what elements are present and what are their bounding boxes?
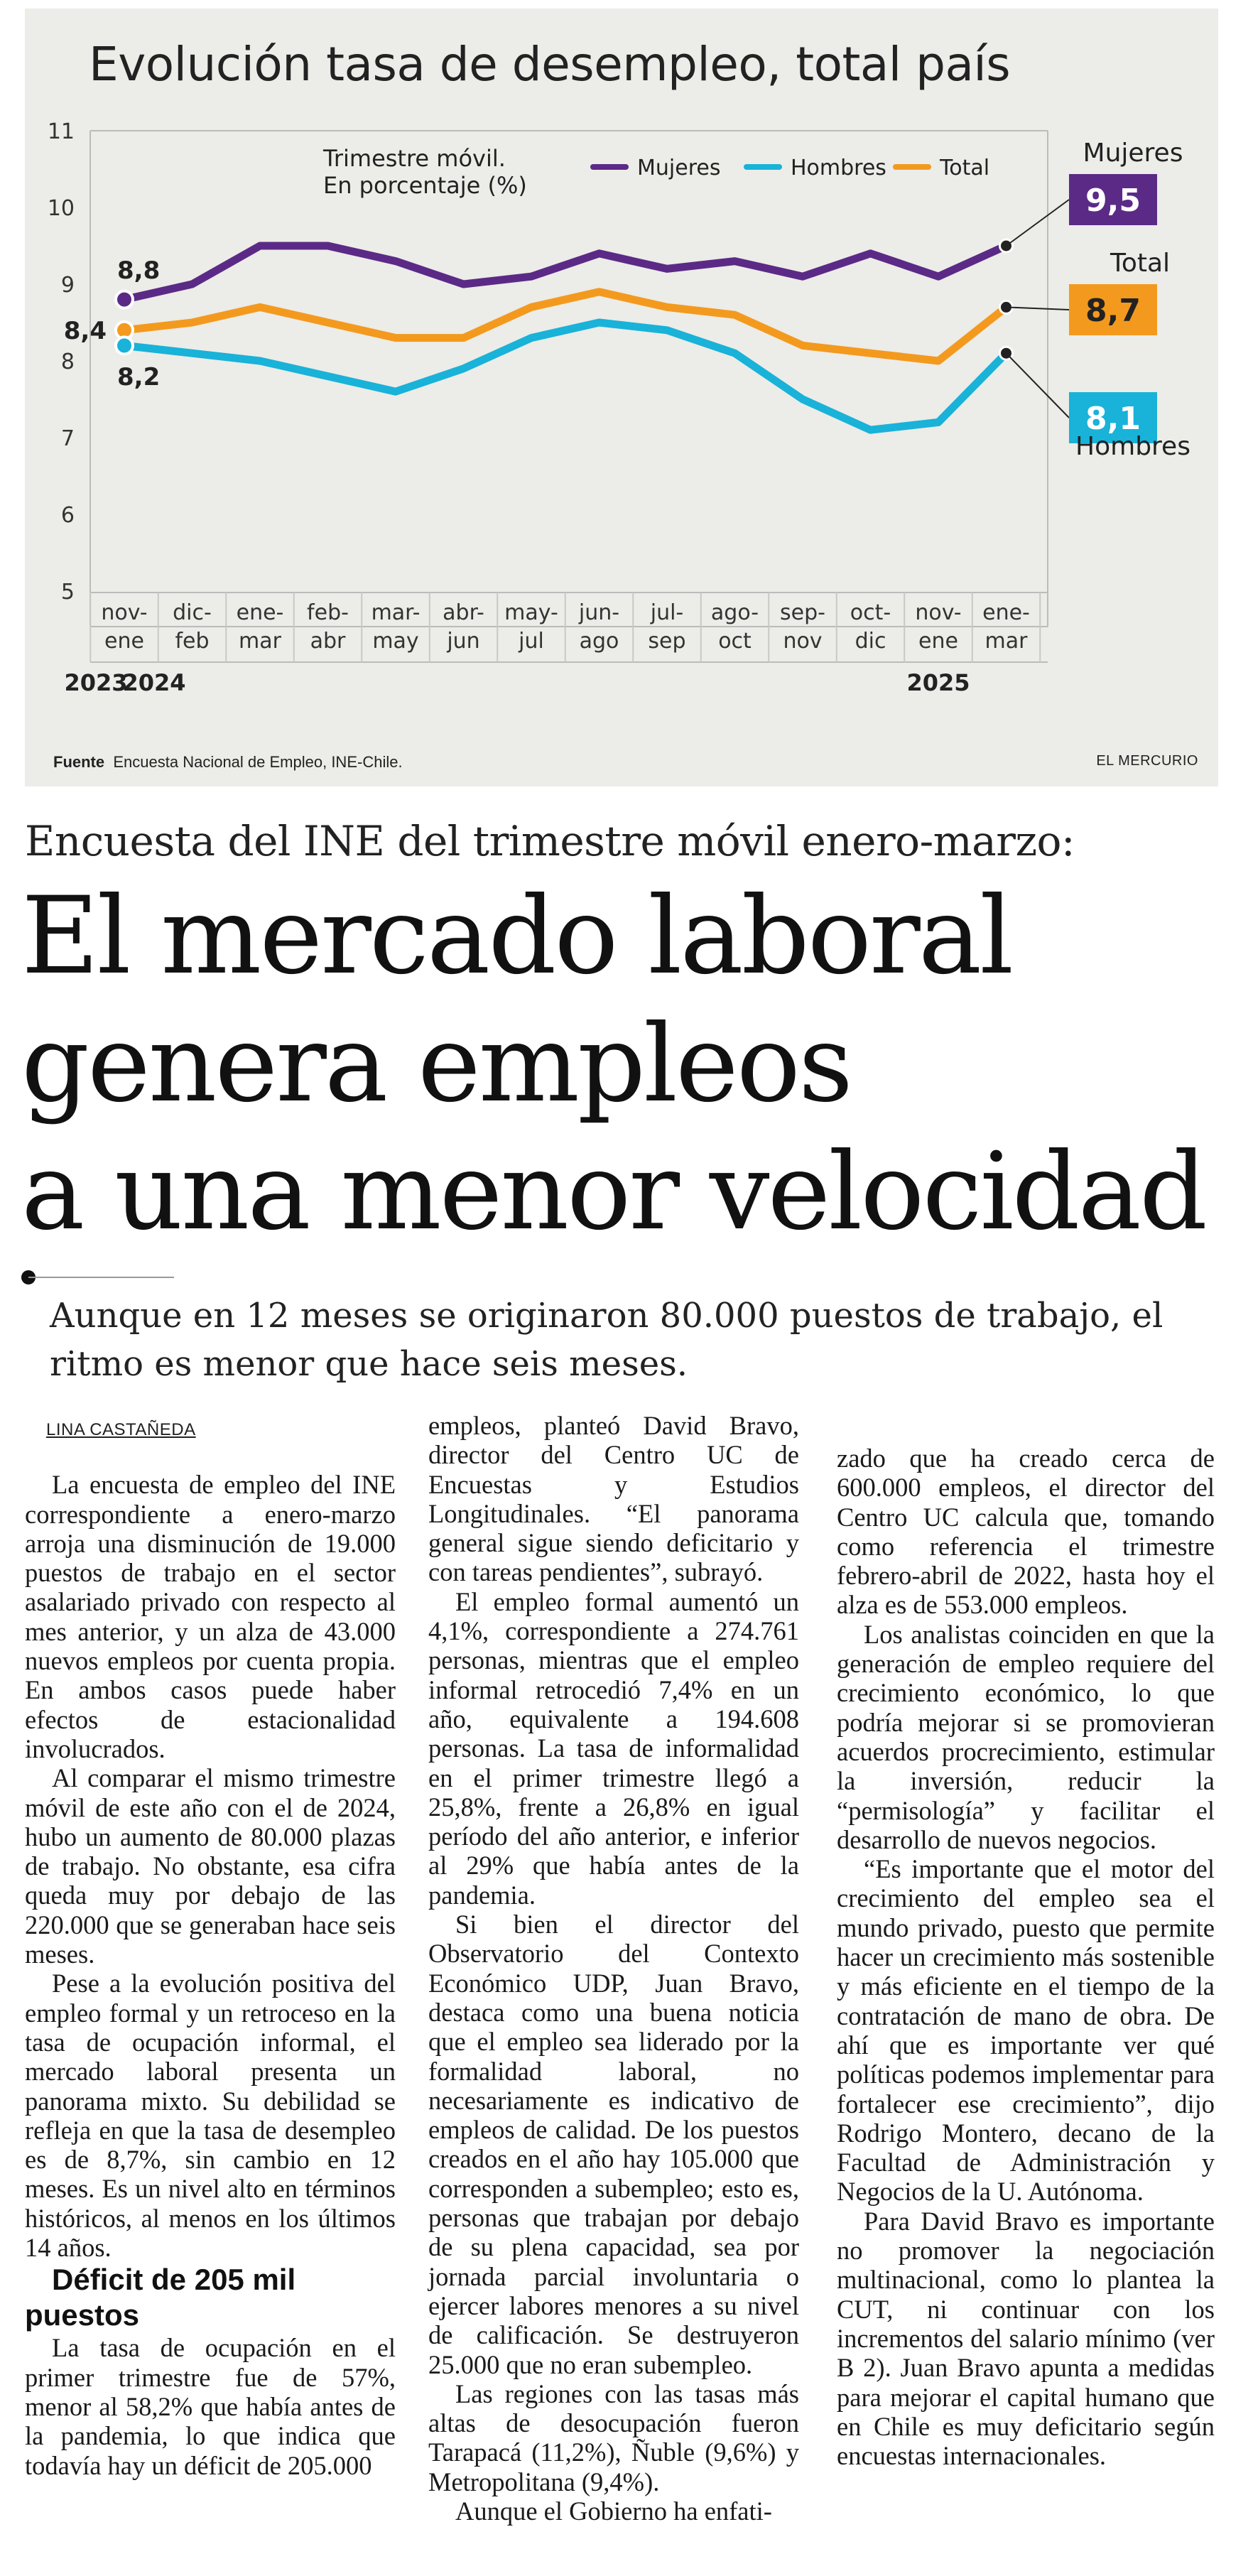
paragraph: Pese a la evolución positiva del empleo formal y un retroceso en la tasa de ocupación informal, el mercado laboral presenta un panorama mixto. Su debilidad se refleja en que la tasa de desempleo es de 8,7%, sin cambio en 12 meses. Es un nivel alto en términos históricos, al menos en los últimos 14 años. (25, 1969, 396, 2263)
kicker: Encuesta del INE del trimestre móvil enero-marzo: (25, 817, 1075, 865)
paragraph: “Es importante que el motor del crecimiento del empleo sea el mundo privado, puesto que permite hacer un crecimiento más sostenible y más eficiente en el tiempo de la contratación de mano de obra. De ahí que es importante ver qué políticas podemos implementar para fortalecer ese crecimiento”, dijo Rodrigo Montero, decano de la Facultad de Administración y Negocios de la U. Autónoma. (837, 1854, 1215, 2207)
x-tick-label: nov (783, 629, 823, 654)
y-tick-label: 7 (60, 426, 75, 451)
deck: Aunque en 12 meses se originaron 80.000 puestos de trabajo, el ritmo es menor que hace seis meses. (50, 1296, 1164, 1384)
end-value-label: 9,5 (1085, 183, 1141, 219)
subhead: Déficit de 205 mil puestos (25, 2263, 296, 2332)
legend-label: Mujeres (637, 156, 721, 180)
chart-subtitle: Trimestre móvil. (323, 145, 506, 172)
paragraph: Para David Bravo es importante no promover la negociación multinacional, como lo plantea la CUT, ni continuar con los incrementos del salario mínimo (ver B 2). Juan Bravo apunta a medidas para mejorar el capital humano que en Chile es muy deficitario según encuestas internacionales. (837, 2206, 1215, 2471)
start-value-label: 8,8 (117, 256, 161, 285)
article-column-1 (25, 1415, 396, 2480)
headline-line: El mercado laboral (21, 875, 1012, 998)
x-tick-label: mar (984, 629, 1028, 654)
end-series-name: Mujeres (1083, 139, 1183, 168)
rule-line (28, 1277, 174, 1278)
legend-label: Total (940, 156, 990, 180)
source-label: Fuente (53, 753, 105, 771)
end-connector (1007, 200, 1070, 246)
x-tick-label: abr (310, 629, 346, 654)
paragraph: La tasa de ocupación en el primer trimestre fue de 57%, menor al 58,2% que había antes de la pandemia, lo que indica que todavía hay un déficit de 205.000 (25, 2333, 396, 2480)
x-tick-label: mar- (371, 600, 421, 625)
year-label: 2024 (122, 669, 186, 696)
end-value-label: 8,7 (1085, 293, 1141, 329)
headline-line: genera empleos (21, 1002, 852, 1126)
headline (21, 872, 1229, 1256)
brand-credit: EL MERCURIO (1096, 753, 1198, 769)
paragraph: zado que ha creado cerca de 600.000 empleos, el director del Centro UC calcula que, tomando como referencia el trimestre febrero-abril de 2022, hasta hoy el alza es de 553.000 empleos. (837, 1444, 1215, 1620)
chart-title: Evolución tasa de desempleo, total país (89, 37, 1011, 92)
x-tick-label: nov- (915, 600, 962, 625)
y-tick-label: 8 (60, 350, 75, 374)
byline: LINA CASTAÑEDA (46, 1420, 196, 1439)
x-tick-label: feb- (307, 600, 349, 625)
paragraph: empleos, planteó David Bravo, director del Centro UC de Encuestas y Estudios Longitudinales. “El panorama general sigue siendo deficitario y con tareas pendientes”, subrayó. (428, 1411, 799, 1587)
x-tick-label: mar (239, 629, 281, 654)
end-connector (1007, 353, 1070, 418)
end-series-name: Total (1110, 249, 1171, 278)
x-tick-label: ene- (982, 600, 1030, 625)
paragraph: Los analistas coinciden en que la generación de empleo requiere del crecimiento económico, lo que podría mejorar si se promovieran acuerdos procrecimiento, estimular la inversión, reducir la “permisología” y facilitar el desarrollo de nuevos negocios. (837, 1619, 1215, 1854)
paragraph: La encuesta de empleo del INE correspondiente a enero-marzo arroja una disminución de 19.000 puestos de trabajo en el sector asalariado privado con respecto al mes anterior, y un alza de 43.000 nuevos empleos por cuenta propia. En ambos casos puede haber efectos de estacionalidad involucrados. (25, 1470, 396, 1763)
x-tick-label: ene- (236, 600, 284, 625)
x-tick-label: nov- (101, 600, 148, 625)
end-series-name: Hombres (1075, 432, 1190, 461)
article-column-3 (837, 1444, 1215, 2470)
y-tick-label: 5 (60, 580, 75, 605)
x-tick-label: may- (504, 600, 558, 625)
end-value-label: 8,1 (1085, 401, 1141, 437)
x-tick-label: ene (104, 629, 144, 654)
paragraph: Las regiones con las tasas más altas de desocupación fueron Tarapacá (11,2%), Ñuble (9,6%) y Metropolitana (9,4%). (428, 2379, 799, 2496)
start-value-label: 8,2 (117, 363, 161, 391)
paragraph: Si bien el director del Observatorio del Contexto Económico UDP, Juan Bravo, destaca como una buena noticia que el empleo sea liderado por la formalidad laboral, no necesariamente es indicativo de empleos de calidad. De los puestos creados en el año hay 105.000 que corresponden a subempleo; esto es, personas que trabajan por debajo de su plena capacidad, sea por jornada parcial involuntaria o ejercer labores menores a su nivel de calificación. Se destruyeron 25.000 que no eran subempleo. (428, 1910, 799, 2379)
x-tick-label: feb (175, 629, 210, 654)
x-tick-label: ago (579, 629, 619, 654)
legend-label: Hombres (791, 156, 886, 180)
x-tick-label: dic (855, 629, 886, 654)
paragraph: El empleo formal aumentó un 4,1%, correspondiente a 274.761 personas, mientras que el empleo informal retrocedió 7,4% en un año, equivalente a 194.608 personas. La tasa de informalidad en el primer trimestre llegó a 25,8%, frente a 26,8% en igual período del año anterior, e inferior al 29% que había antes de la pandemia. (428, 1586, 799, 1910)
article-column-2 (428, 1411, 799, 2526)
x-tick-label: jun- (578, 600, 620, 625)
chart-source (53, 753, 403, 772)
y-tick-label: 6 (60, 503, 75, 528)
year-label: 2025 (906, 669, 970, 696)
x-tick-label: dic- (173, 600, 212, 625)
series-line-mujeres (124, 246, 1007, 300)
x-tick-label: jun (447, 629, 480, 654)
series-line-hombres (124, 323, 1007, 430)
x-tick-label: oct- (850, 600, 891, 625)
paragraph: Aunque el Gobierno ha enfati- (455, 2496, 772, 2526)
x-tick-label: ago- (710, 600, 759, 625)
x-tick-label: abr- (443, 600, 484, 625)
series-start-point (116, 337, 133, 354)
x-tick-label: jul- (650, 600, 684, 625)
x-tick-label: jul (519, 629, 544, 654)
chart-panel (25, 9, 1218, 786)
start-value-label: 8,4 (63, 317, 107, 345)
end-connector (1007, 307, 1070, 310)
x-tick-label: sep (648, 629, 686, 654)
source-text: Encuesta Nacional de Empleo, INE-Chile. (113, 753, 403, 771)
y-tick-label: 11 (47, 119, 75, 144)
x-tick-label: ene (918, 629, 958, 654)
chart-subtitle: En porcentaje (%) (323, 172, 527, 199)
unemployment-line-chart (25, 9, 1218, 786)
year-label: 2023 (64, 669, 128, 696)
y-tick-label: 9 (60, 273, 75, 298)
headline-line: a una menor velocidad (21, 1130, 1205, 1254)
paragraph: Al comparar el mismo trimestre móvil de este año con el de 2024, hubo un aumento de 80.000 plazas de trabajo. No obstante, esa cifra queda muy por debajo de las 220.000 que se generaban hace seis meses. (25, 1763, 396, 1969)
x-tick-label: sep- (780, 600, 825, 625)
x-tick-label: oct (718, 629, 752, 654)
y-tick-label: 10 (47, 196, 75, 221)
series-start-point (116, 291, 133, 308)
x-tick-label: may (372, 629, 419, 654)
